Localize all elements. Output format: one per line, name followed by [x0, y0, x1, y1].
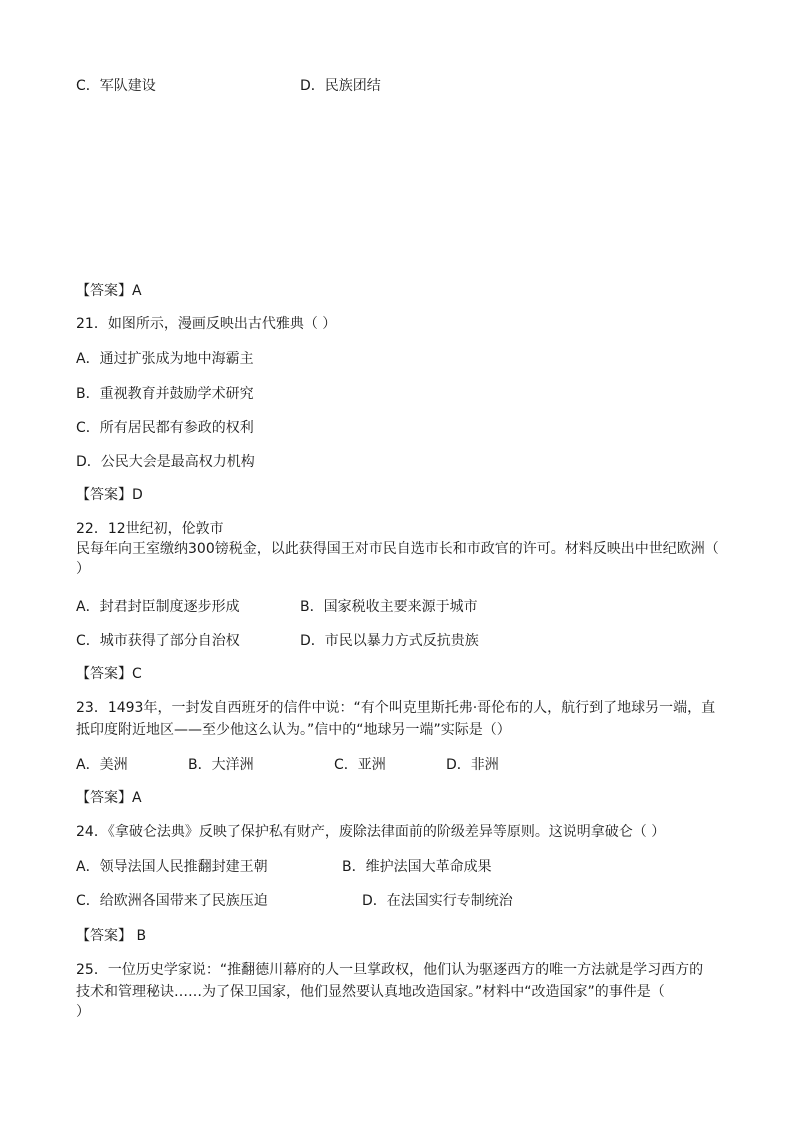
- q22-option-b: B．国家税收主要来源于城市: [300, 599, 478, 615]
- q20-option-d: D．民族团结: [300, 78, 381, 94]
- q21-option-a: A．通过扩张成为地中海霸主: [76, 351, 254, 367]
- q23-stem-line2: 抵印度附近地区——至少他这么认为。”信中的“地球另一端”实际是（）: [76, 722, 511, 738]
- q23-option-a: A．美洲: [76, 757, 128, 773]
- q23-option-c: C．亚洲: [334, 757, 386, 773]
- q20-answer: 【答案】A: [76, 283, 142, 299]
- q22-stem-line1: 22．12世纪初，伦敦市: [76, 521, 224, 537]
- q24-answer: 【答案】 B: [76, 928, 147, 944]
- q24-stem: 24．《拿破仑法典》反映了保护私有财产，废除法律面前的阶级差异等原则。这说明拿破仑（ ）: [76, 824, 666, 840]
- q24-option-c: C．给欧洲各国带来了民族压迫: [76, 893, 268, 909]
- q21-option-d: D．公民大会是最高权力机构: [76, 454, 255, 470]
- q24-option-b: B．维护法国大革命成果: [342, 859, 492, 875]
- q23-answer: 【答案】A: [76, 790, 142, 806]
- q21-answer: 【答案】D: [76, 487, 143, 503]
- q21-option-c: C．所有居民都有参政的权利: [76, 420, 254, 436]
- q25-stem-line3: ）: [76, 1004, 90, 1020]
- q22-option-c: C．城市获得了部分自治权: [76, 633, 240, 649]
- q22-stem-line3: ）: [76, 561, 90, 577]
- q25-stem-line2: 技术和管理秘诀……为了保卫国家，他们显然要认真地改造国家。”材料中“改造国家”的事件是（: [76, 984, 665, 1000]
- q20-option-c: C．军队建设: [76, 78, 156, 94]
- q22-answer: 【答案】C: [76, 666, 142, 682]
- q21-stem: 21．如图所示，漫画反映出古代雅典（ ）: [76, 316, 337, 332]
- q23-stem-line1: 23．1493年，一封发自西班牙的信件中说：“有个叫克里斯托弗·哥伦布的人，航行到了地球另一端，直: [76, 700, 716, 716]
- q22-option-a: A．封君封臣制度逐步形成: [76, 599, 240, 615]
- q23-option-b: B．大洋洲: [188, 757, 254, 773]
- q24-option-d: D．在法国实行专制统治: [362, 893, 513, 909]
- q22-stem-line2: 民每年向王室缴纳300镑税金，以此获得国王对市民自选市长和市政官的许可。材料反映出中世纪欧洲（: [76, 541, 719, 557]
- q23-option-d: D．非洲: [446, 757, 499, 773]
- q22-option-d: D．市民以暴力方式反抗贵族: [300, 633, 479, 649]
- q21-option-b: B．重视教育并鼓励学术研究: [76, 386, 254, 402]
- q25-stem-line1: 25．一位历史学家说：“推翻德川幕府的人一旦掌政权，他们认为驱逐西方的唯一方法就是学习西方的: [76, 962, 704, 978]
- q24-option-a: A．领导法国人民推翻封建王朝: [76, 859, 268, 875]
